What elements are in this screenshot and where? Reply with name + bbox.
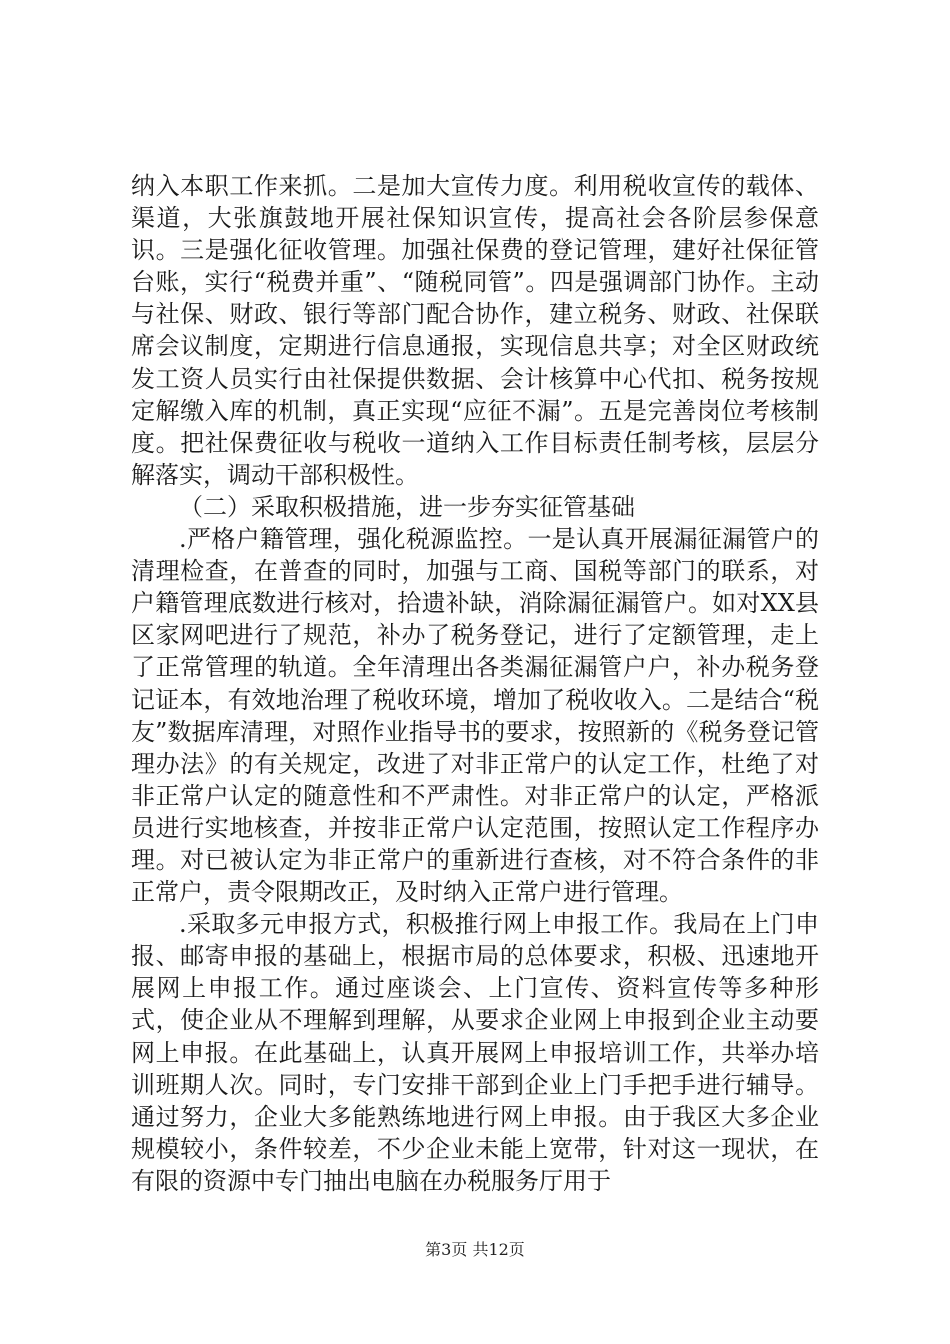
paragraph-household-registration: .严格户籍管理，强化税源监控。一是认真开展漏征漏管户的清理检查，在普查的同时，加强与工商、国税等部门的联系，对户籍管理底数进行核对，拾遗补缺，消除漏征漏管户。如对XX县区家网吧进行了规范，补办了税务登记，进行了定额管理，走上了正常管理的轨道。全年清理出各类漏征漏管户户，补办税务登记证本，有效地治理了税收环境，增加了税收收入。二是结合“税友”数据库清理，对照作业指导书的要求，按照新的《税务登记管理办法》的有关规定，改进了对非正常户的认定工作，杜绝了对非正常户认定的随意性和不严肃性。对非正常户的认定，严格派员进行实地核查，并按非正常户认定范围，按照认定工作程序办理。对已被认定为非正常户的重新进行查核，对不符合条件的非正常户，责令限期改正，及时纳入正常户进行管理。 xyxy=(131,525,819,907)
paragraph-online-filing: .采取多元申报方式，积极推行网上申报工作。我局在上门申报、邮寄申报的基础上，根据市局的总体要求，积极、迅速地开展网上申报工作。通过座谈会、上门宣传、资料宣传等多种形式，使企业从不理解到理解，从要求企业网上申报到企业主动要网上申报。在此基础上，认真开展网上申报培训工作，共举办培训班期人次。同时，专门安排干部到企业上门手把手进行辅导。通过努力，企业大多能熟练地进行网上申报。由于我区大多企业规模较小，条件较差，不少企业未能上宽带，针对这一现状，在有限的资源中专门抽出电脑在办税服务厅用于 xyxy=(131,910,819,1195)
section-heading: （二）采取积极措施，进一步夯实征管基础 xyxy=(179,492,635,521)
page-number-footer: 第3页 共12页 xyxy=(425,1240,525,1259)
document-body xyxy=(131,170,819,1197)
paragraph-continuation: 纳入本职工作来抓。二是加大宣传力度。利用税收宣传的载体、渠道，大张旗鼓地开展社保知识宣传，提高社会各阶层参保意识。三是强化征收管理。加强社保费的登记管理，建好社保征管台账，实行“税费并重”、“随税同管”。四是强调部门协作。主动与社保、财政、银行等部门配合协作，建立税务、财政、社保联席会议制度，定期进行信息通报，实现信息共享；对全区财政统发工资人员实行由社保提供数据、会计核算中心代扣、税务按规定解缴入库的机制，真正实现“应征不漏”。五是完善岗位考核制度。把社保费征收与税收一道纳入工作目标责任制考核，层层分解落实，调动干部积极性。 xyxy=(131,172,819,489)
